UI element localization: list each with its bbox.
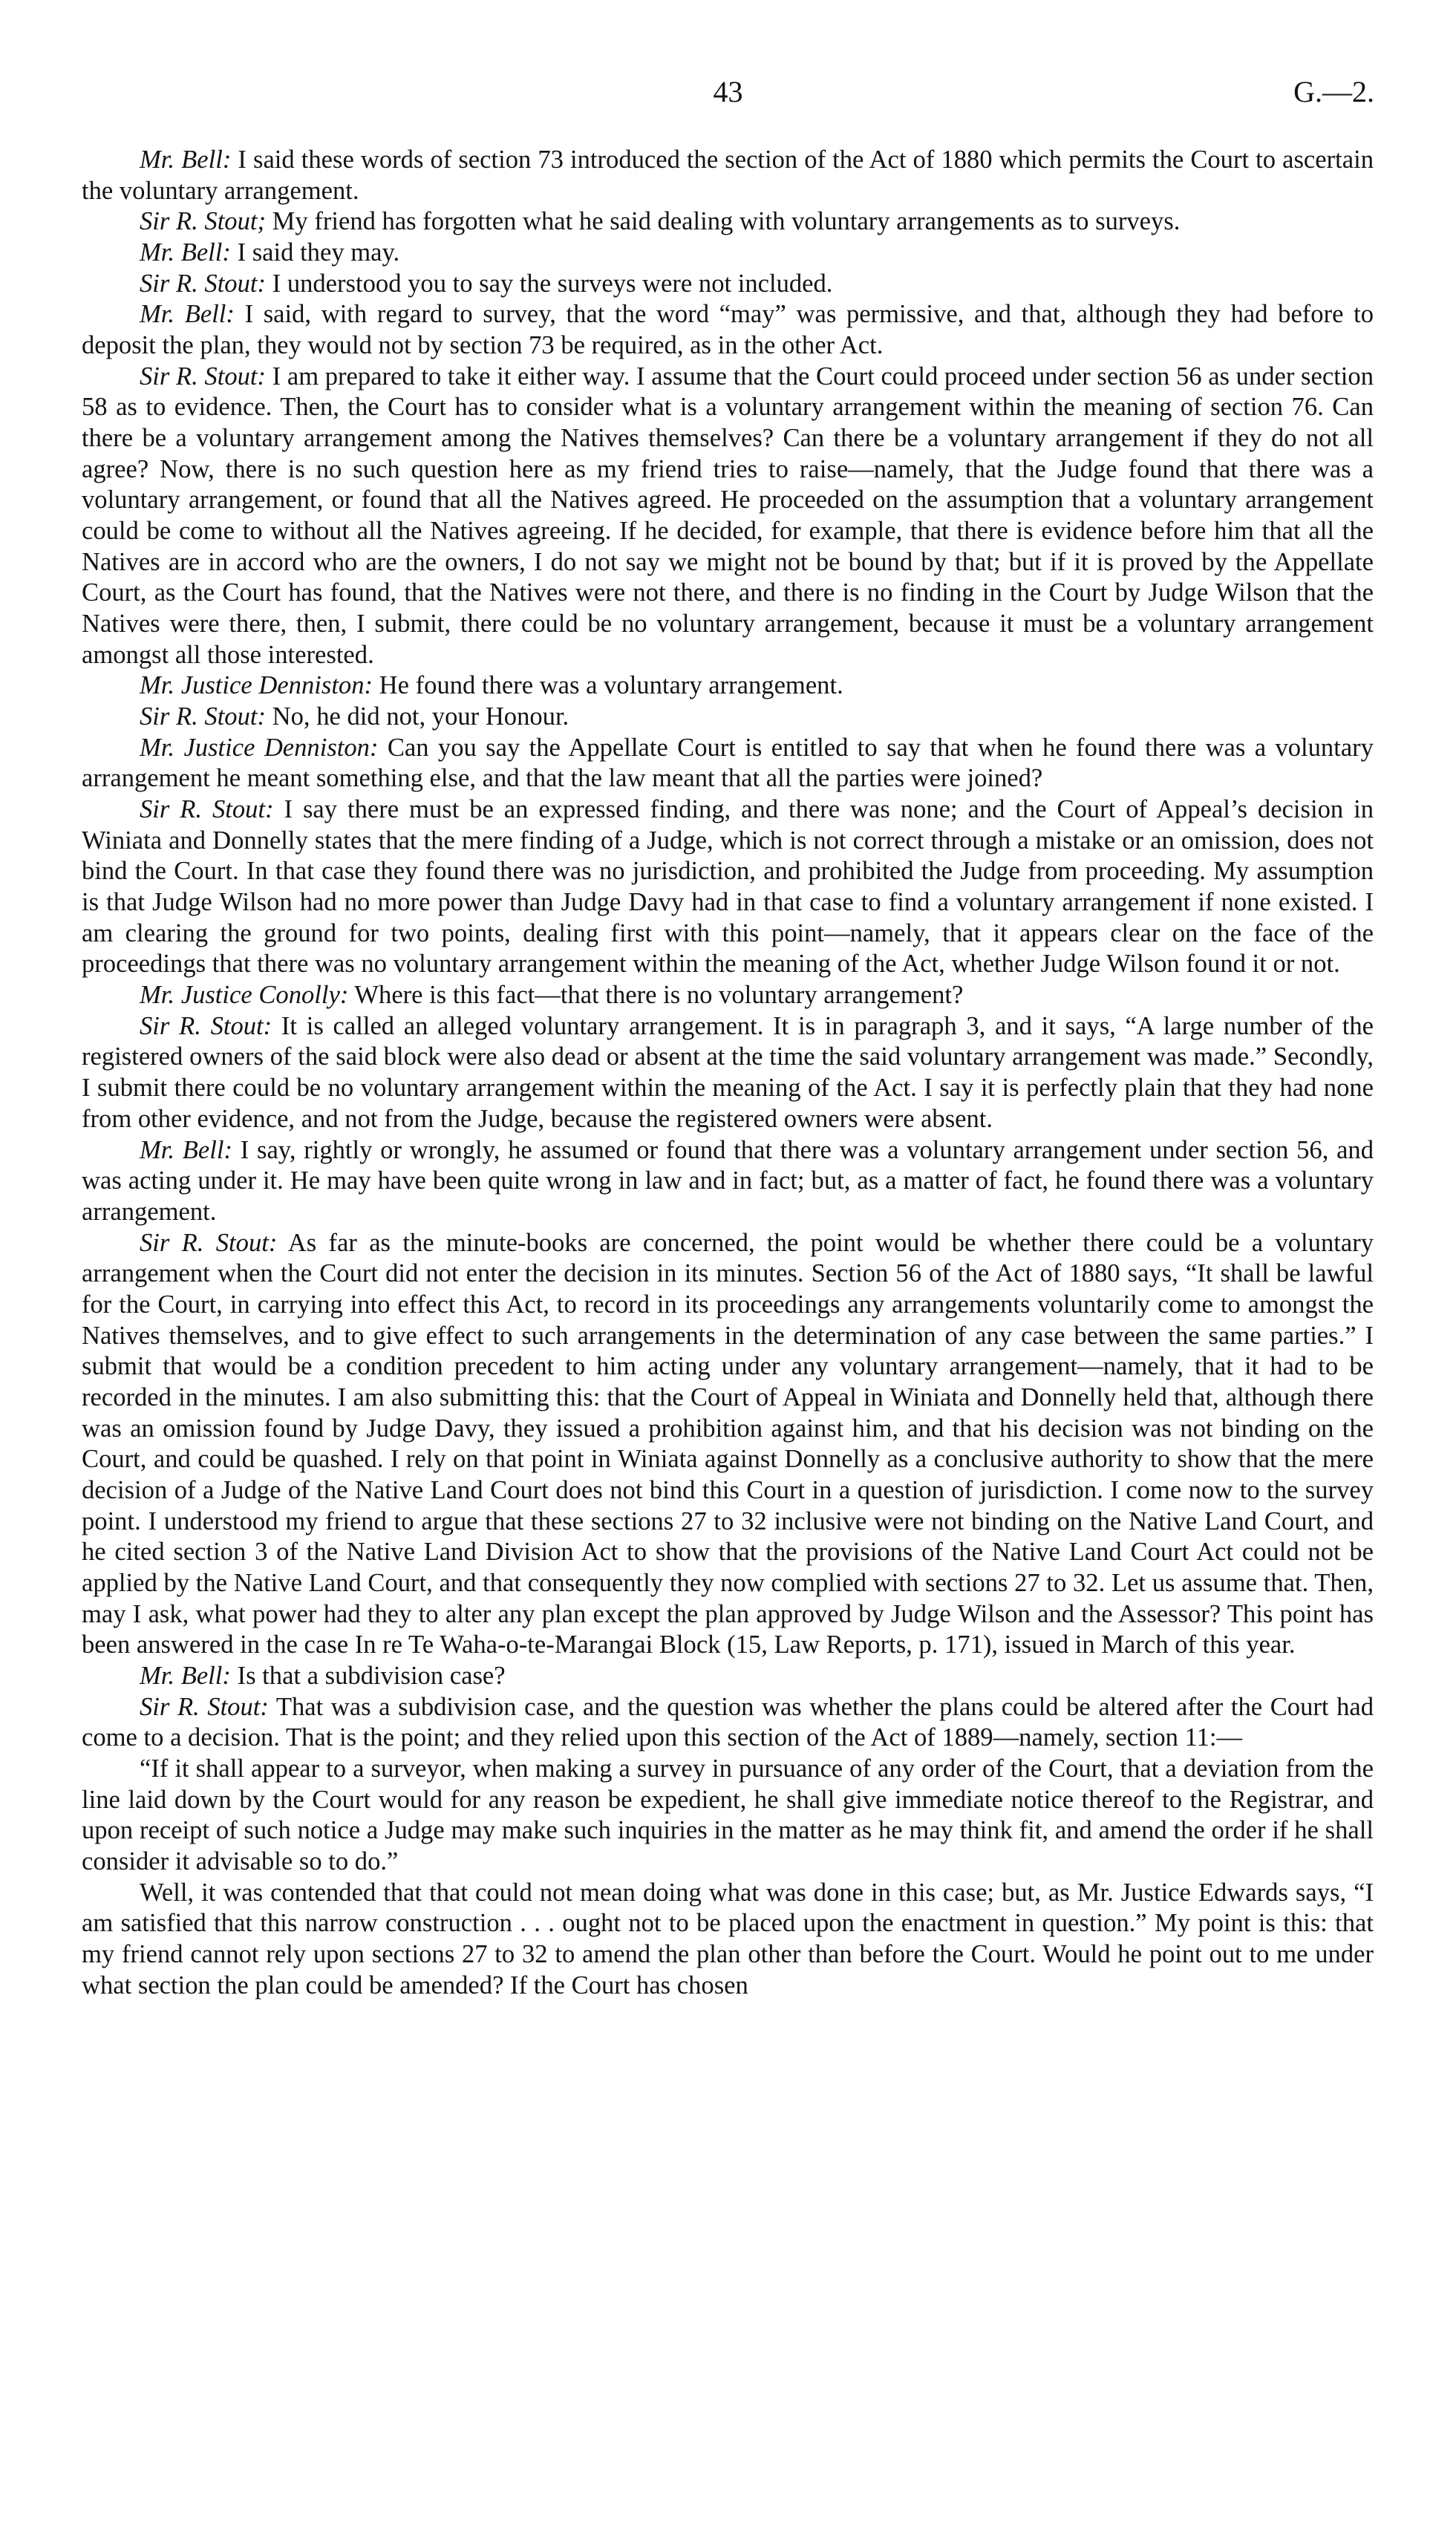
paragraph-text: I said these words of section 73 introduced the section of the Act of 1880 which permits the Court to ascertain the voluntary arrangement.	[82, 146, 1374, 205]
speaker-name: Sir R. Stout:	[140, 795, 274, 824]
paragraph-text: I said, with regard to survey, that the word “may” was permissive, and that, although they had before to deposit the plan, they would not by section 73 be required, as in the other Act.	[82, 300, 1374, 360]
transcript-body	[82, 145, 1374, 2001]
speaker-name: Mr. Justice Conolly:	[140, 981, 349, 1010]
speaker-name: Sir R. Stout:	[140, 1228, 278, 1257]
speaker-name: Mr. Bell:	[140, 1661, 231, 1690]
paragraph-text: Can you say the Appellate Court is entitled to say that when he found there was a voluntary arrangement he meant something else, and that the law meant that all the parties were joined?	[82, 733, 1374, 793]
speaker-name: Sir R. Stout:	[140, 1011, 272, 1040]
paragraph-text: As far as the minute-books are concerned, the point would be whether there could be a voluntary arrangement when the Court did not enter the decision in its minutes. Section 56 of the Act of 1880 says, “It shall be lawful for the Court, in carrying into effect this Act, to record in its proceedings any arrangements voluntarily come to amongst the Natives themselves, and to give effect to such arrangements in the determination of any case between the same parties.” I submit that would be a condition precedent to him acting under any voluntary arrangement—namely, that it had to be recorded in the minutes. I am also submitting this: that the Court of Appeal in Winiata and Donnelly held that, although there was an omission found by Judge Davy, they issued a prohibition against him, and that his decision was not binding on the Court, and could be quashed. I rely on that point in Winiata against Donnelly as a conclusive authority to show that the mere decision of a Judge of the Native Land Court does not bind this Court in a question of jurisdiction. I come now to the survey point. I understood my friend to argue that these sections 27 to 32 inclusive were not binding on the Native Land Court, and he cited section 3 of the Native Land Division Act to show that the provisions of the Native Land Court Act could not be applied by the Native Land Court, and that consequently they now complied with sections 27 to 32. Let us assume that. Then, may I ask, what power had they to alter any plan except the plan approved by Judge Wilson and the Assessor? This point has been answered in the case In re Te Waha-o-te-Marangai Block (15, Law Reports, p. 171), issued in March of this year.	[82, 1228, 1374, 1659]
paragraph-text: My friend has forgotten what he said dealing with voluntary arrangements as to surveys.	[266, 207, 1181, 236]
paragraph-text: Where is this fact—that there is no voluntary arrangement?	[348, 981, 964, 1010]
paragraph-text: Well, it was contended that that could not mean doing what was done in this case; but, as Mr. Justice Edwards says, “I am satisfied that this narrow construction . . . ought not to be placed upon the enactment in question.” My point is this: that my friend cannot rely upon sections 27 to 32 to amend the plan other than before the Court. Would he point out to me under what section the plan could be amended? If the Court has chosen	[82, 1878, 1374, 2000]
paragraph	[82, 238, 1374, 269]
paragraph-text: He found there was a voluntary arrangement.	[373, 671, 843, 700]
paragraph-text: I said they may.	[230, 238, 400, 267]
paragraph	[82, 980, 1374, 1011]
speaker-name: Sir R. Stout:	[140, 269, 267, 298]
paragraph	[82, 733, 1374, 794]
paragraph-text: I am prepared to take it either way. I assume that the Court could proceed under section 56 as under section 58 as to evidence. Then, the Court has to consider what is a voluntary arrangement within the meaning of section 76. Can there be a voluntary arrangement among the Natives themselves? Can there be a voluntary arrangement if they do not all agree? Now, there is no such question here as my friend tries to raise—namely, that the Judge found that there was a voluntary arrangement, or found that all the Natives agreed. He proceeded on the assumption that a voluntary arrangement could be come to without all the Natives agreeing. If he decided, for example, that there is evidence before him that all the Natives are in accord who are the owners, I do not say we might not be bound by that; but if it is proved by the Appellate Court, as the Court has found, that the Natives were not there, and there is no finding in the Court by Judge Wilson that the Natives were there, then, I submit, there could be no voluntary arrangement, because it must be a voluntary arrangement amongst all those interested.	[82, 362, 1374, 669]
speaker-name: Sir R. Stout:	[140, 702, 267, 731]
paragraph	[82, 670, 1374, 702]
paragraph	[82, 362, 1374, 671]
paragraph	[82, 1878, 1374, 2002]
paragraph-text: Is that a subdivision case?	[230, 1661, 506, 1690]
speaker-name: Sir R. Stout;	[140, 207, 267, 236]
paragraph	[82, 299, 1374, 361]
paragraph	[82, 269, 1374, 300]
paragraph	[82, 1692, 1374, 1754]
speaker-name: Sir R. Stout:	[140, 362, 267, 391]
paragraph-text: That was a subdivision case, and the question was whether the plans could be altered after the Court had come to a decision. That is the point; and they relied upon this section of the Act of 1889—namely, section 11:—	[82, 1692, 1374, 1752]
paragraph-text: It is called an alleged voluntary arrangement. It is in paragraph 3, and it says, “A large number of the registered owners of the said block were also dead or absent at the time the said voluntary arrangement was made.” Secondly, I submit there could be no voluntary arrangement within the meaning of the Act. I say it is perfectly plain that they had none from other evidence, and not from the Judge, because the registered owners were absent.	[82, 1011, 1374, 1133]
page-number: 43	[713, 75, 743, 108]
speaker-name: Mr. Justice Denniston:	[140, 733, 379, 762]
document-reference: G.—2.	[1293, 75, 1374, 108]
paragraph-text: I understood you to say the surveys were not included.	[266, 269, 833, 298]
paragraph-text: “If it shall appear to a surveyor, when making a survey in pursuance of any order of the Court, that a deviation from the line laid down by the Court would for any reason be expedient, he shall give immediate notice thereof to the Registrar, and upon receipt of such notice a Judge may make such inquiries in the matter as he may think fit, and amend the order if he shall consider it advisable so to do.”	[82, 1754, 1374, 1876]
paragraph	[82, 1661, 1374, 1692]
paragraph	[82, 1135, 1374, 1228]
paragraph	[82, 145, 1374, 206]
paragraph	[82, 206, 1374, 238]
quoted-statute	[82, 1754, 1374, 1878]
paragraph-text: I say, rightly or wrongly, he assumed or found that there was a voluntary arrangement under section 56, and was acting under it. He may have been quite wrong in law and in fact; but, as a matter of fact, he found there was a voluntary arrangement.	[82, 1135, 1374, 1226]
paragraph	[82, 1011, 1374, 1135]
paragraph	[82, 794, 1374, 980]
speaker-name: Mr. Bell:	[140, 1135, 233, 1164]
paragraph-text: I say there must be an expressed finding, and there was none; and the Court of Appeal’s decision in Winiata and Donnelly states that the mere finding of a Judge, which is not correct through a mistake or an omission, does not bind the Court. In that case they found there was no jurisdiction, and prohibited the Judge from proceeding. My assumption is that Judge Wilson had no more power than Judge Davy had in that case to find a voluntary arrangement if none existed. I am clearing the ground for two points, dealing first with this point—namely, that it appears clear on the face of the proceedings that there was no voluntary arrangement within the meaning of the Act, whether Judge Wilson found it or not.	[82, 795, 1374, 979]
paragraph-text: No, he did not, your Honour.	[266, 702, 569, 731]
speaker-name: Mr. Bell:	[140, 238, 231, 267]
paragraph	[82, 1228, 1374, 1661]
speaker-name: Mr. Justice Denniston:	[140, 671, 373, 700]
page-header	[82, 74, 1374, 119]
speaker-name: Mr. Bell:	[140, 146, 232, 174]
speaker-name: Sir R. Stout:	[140, 1692, 269, 1721]
paragraph	[82, 702, 1374, 733]
speaker-name: Mr. Bell:	[140, 300, 235, 329]
